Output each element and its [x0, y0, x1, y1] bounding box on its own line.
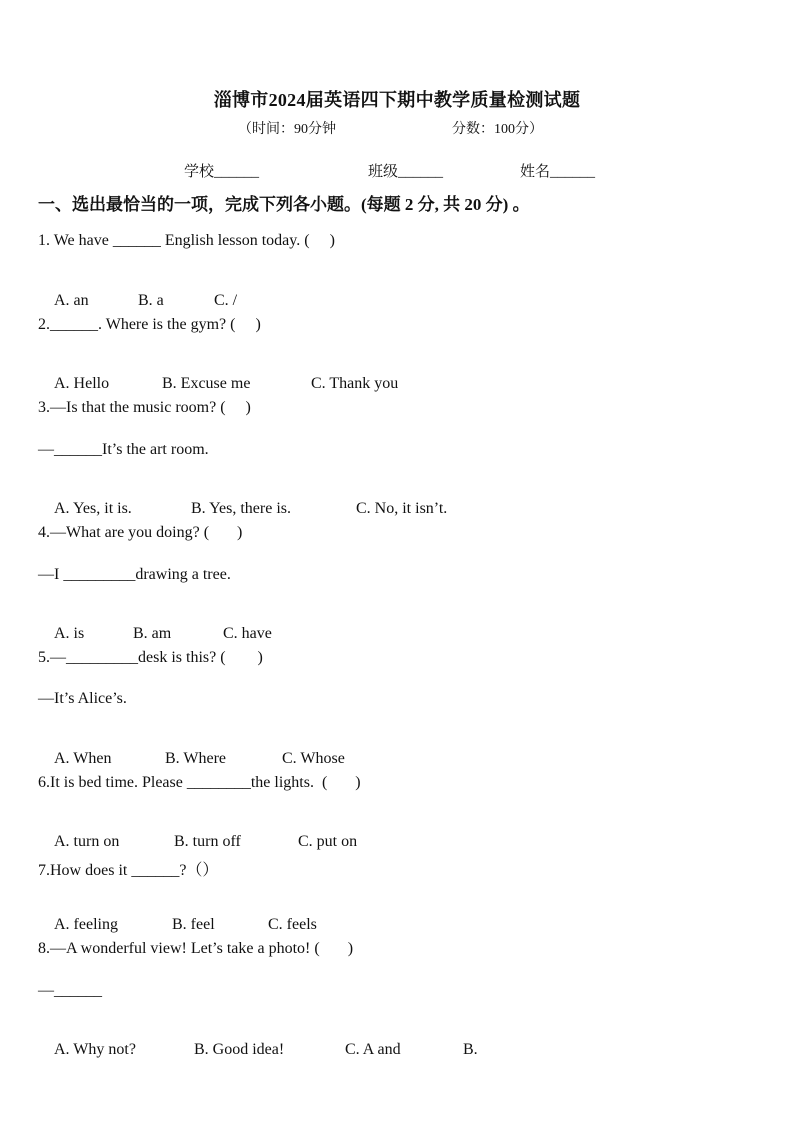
option-c: C. /	[214, 292, 238, 309]
option-c: C. feels	[268, 916, 317, 933]
option-c: C. No, it isn’t.	[356, 500, 448, 517]
question-8-options	[38, 1023, 478, 1077]
name-field: 姓名______	[520, 164, 596, 180]
option-b: B. am	[133, 625, 172, 642]
option-b: B. feel	[172, 916, 215, 933]
option-c: C. Thank you	[311, 375, 399, 392]
option-b-trailing: B.	[463, 1041, 478, 1058]
option-a: A. turn on	[54, 833, 120, 850]
question-8-reply: —______	[38, 982, 102, 999]
option-a: A. Yes, it is.	[54, 500, 132, 517]
option-b: B. turn off	[174, 833, 241, 850]
question-4-reply: —I _________drawing a tree.	[38, 566, 231, 583]
option-b: B. Good idea!	[194, 1041, 285, 1058]
option-b: B. Excuse me	[162, 375, 251, 392]
question-1: 1. We have ______ English lesson today. ( )	[38, 232, 335, 249]
question-6: 6.It is bed time. Please ________the lights. ( )	[38, 774, 361, 791]
question-2: 2.______. Where is the gym? ( )	[38, 316, 261, 333]
option-a: A. Hello	[54, 375, 110, 392]
question-5-reply: —It’s Alice’s.	[38, 690, 127, 707]
option-c: C. A and	[345, 1041, 401, 1058]
question-8: 8.—A wonderful view! Let’s take a photo! ( )	[38, 940, 354, 957]
option-b: B. Yes, there is.	[191, 500, 292, 517]
option-c: C. put on	[298, 833, 358, 850]
option-a: A. is	[54, 625, 85, 642]
option-b: B. Where	[165, 750, 227, 767]
section-heading: 一、选出最恰当的一项，完成下列各小题。(每题 2 分, 共 20 分) 。	[38, 195, 530, 214]
option-a: A. feeling	[54, 916, 118, 933]
question-7: 7.How does it ______?（）	[38, 862, 219, 879]
exam-score: 分数：100分）	[452, 122, 543, 137]
option-b: B. a	[138, 292, 164, 309]
question-4: 4.—What are you doing? ( )	[38, 524, 243, 541]
option-c: C. Whose	[282, 750, 345, 767]
page-title: 淄博市2024届英语四下期中教学质量检测试题	[213, 90, 581, 110]
question-3-reply: —______It’s the art room.	[38, 441, 209, 458]
question-5: 5.—_________desk is this? ( )	[38, 649, 263, 666]
class-field: 班级______	[368, 164, 444, 180]
exam-time: （时间：90分钟	[238, 122, 336, 137]
option-a: A. Why not?	[54, 1041, 136, 1058]
option-a: A. an	[54, 292, 89, 309]
option-c: C. have	[223, 625, 272, 642]
question-3: 3.—Is that the music room? ( )	[38, 399, 251, 416]
option-a: A. When	[54, 750, 112, 767]
school-field: 学校______	[184, 164, 260, 180]
